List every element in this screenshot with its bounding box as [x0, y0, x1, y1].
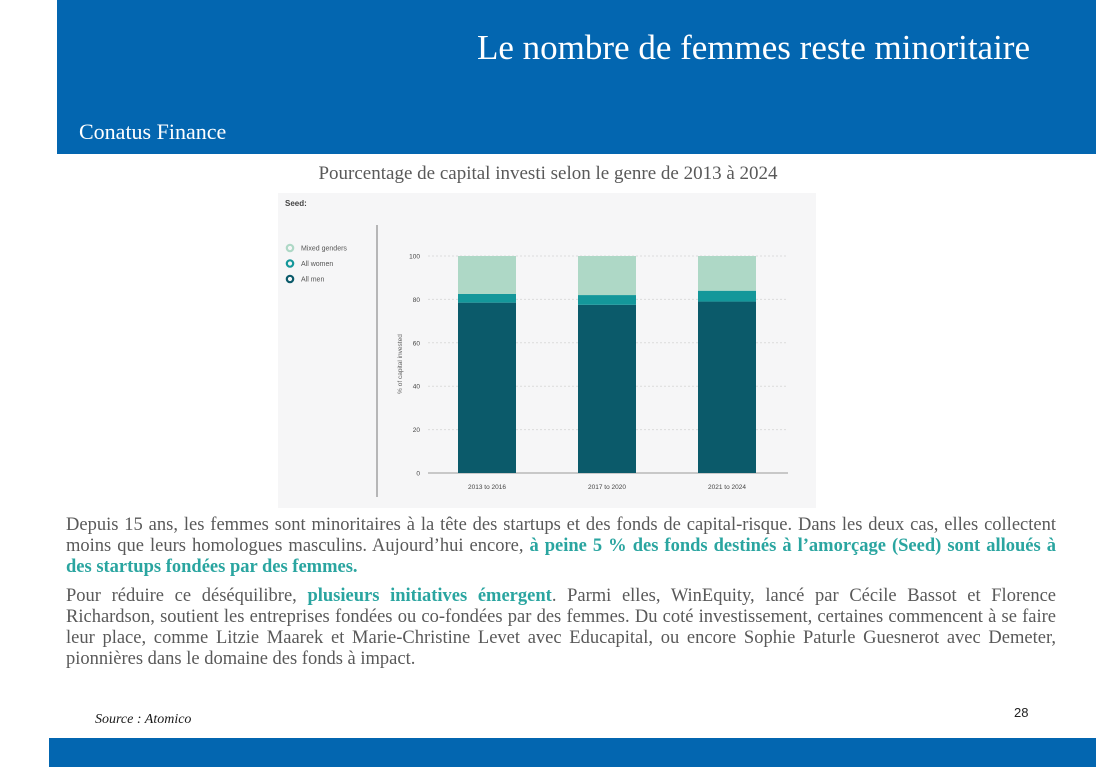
page-subtitle: Conatus Finance	[79, 119, 227, 144]
paragraph-1-highlight: à peine 5 % des fonds destinés à l’amorçage (Seed) sont alloués à des startups fondées par des femmes.	[66, 536, 1056, 577]
legend-label: All men	[301, 276, 325, 284]
header-banner	[57, 0, 1096, 154]
body-text	[66, 515, 1056, 678]
x-tick-label: 2017 to 2020	[588, 484, 626, 491]
chart-title: Seed:	[285, 199, 307, 208]
paragraph-2-text-a: Pour réduire ce déséquilibre,	[66, 586, 308, 606]
paragraph-1	[66, 515, 1056, 578]
y-tick-label: 80	[412, 296, 420, 304]
stacked-bar-chart	[278, 193, 816, 508]
page-number: 28	[1014, 705, 1029, 720]
y-tick-label: 0	[416, 470, 420, 478]
x-tick-label: 2013 to 2016	[468, 484, 506, 491]
bar-segment-mixed-genders	[578, 256, 636, 295]
bar-segment-all-men	[578, 305, 636, 473]
bar-segment-all-women	[458, 294, 516, 303]
paragraph-1-text: Depuis 15 ans, les femmes sont minoritaires à la tête des startups et des fonds de capital-risque. Dans les deux cas, elles collectent moins que leurs homologues masculins. Aujourd’hui encore,	[66, 515, 1056, 556]
footer-bar	[49, 738, 1096, 767]
legend-label: Mixed genders	[301, 245, 347, 253]
y-tick-label: 60	[412, 340, 420, 348]
bar-segment-all-women	[698, 291, 756, 302]
legend-marker	[287, 260, 293, 266]
x-tick-label: 2021 to 2024	[708, 484, 746, 491]
legend-label: All women	[301, 261, 334, 268]
paragraph-2-highlight: plusieurs initiatives émergent	[307, 586, 552, 606]
chart-panel	[278, 193, 816, 508]
page-title: Le nombre de femmes reste minoritaire	[477, 28, 1030, 67]
chart-caption: Pourcentage de capital investi selon le genre de 2013 à 2024	[318, 163, 778, 184]
y-tick-label: 20	[412, 427, 420, 435]
paragraph-2	[66, 586, 1056, 670]
chart-bars	[458, 256, 756, 473]
chart-legend	[287, 245, 348, 284]
bar-segment-mixed-genders	[458, 256, 516, 294]
paragraph-2-text-b: . Parmi elles, WinEquity, lancé par Cécile Bassot et Florence Richardson, soutient les entreprises fondées ou co-fondées par des femmes. Du coté investissement, certaines commencent à se faire leur place, comme Litzie Maarek et Marie-Christine Levet avec Educapital, ou encore Sophie Paturle Guesnerot avec Demeter, pionnières dans le domaine des fonds à impact.	[66, 586, 1056, 669]
bar-segment-all-men	[698, 302, 756, 473]
y-axis-label: % of capital invested	[397, 334, 404, 394]
legend-marker	[287, 245, 293, 251]
bar-segment-all-men	[458, 303, 516, 473]
source-note: Source : Atomico	[95, 712, 192, 727]
bar-segment-mixed-genders	[698, 256, 756, 291]
y-tick-label: 100	[409, 253, 420, 261]
legend-marker	[287, 276, 293, 282]
y-tick-label: 40	[412, 383, 420, 391]
bar-segment-all-women	[578, 295, 636, 305]
